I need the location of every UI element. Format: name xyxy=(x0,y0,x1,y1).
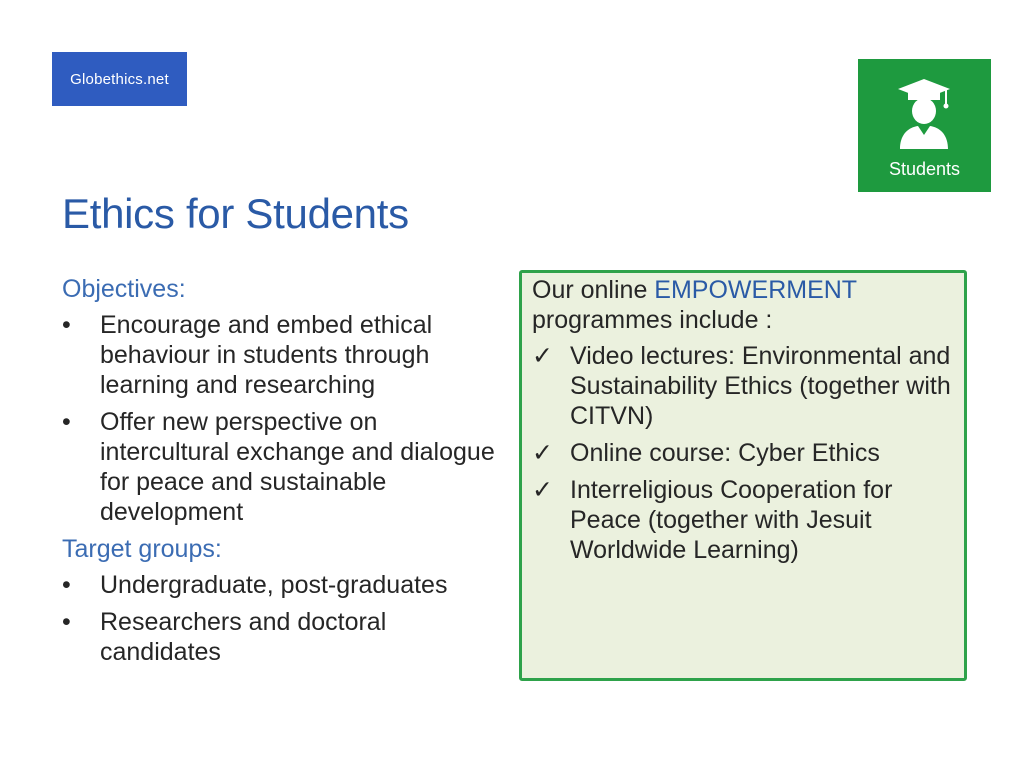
list-item xyxy=(532,438,954,468)
students-badge xyxy=(858,59,991,192)
target-groups-heading: Target groups: xyxy=(62,535,222,563)
page-title: Ethics for Students xyxy=(62,190,409,237)
badge-label: Students xyxy=(888,159,961,179)
graduate-icon xyxy=(896,77,952,149)
list-item xyxy=(62,607,512,667)
objective-text: Offer new perspective on intercultural exchange and dialogue for peace and sustainable development xyxy=(100,408,495,526)
list-item xyxy=(62,570,512,600)
intro-prefix: Our online xyxy=(532,276,655,304)
objective-text: Encourage and embed ethical behaviour in students through learning and researching xyxy=(100,311,433,399)
checkmark-icon: ✓ xyxy=(532,439,553,467)
objectives-heading: Objectives: xyxy=(62,275,186,303)
target-text: Undergraduate, post-graduates xyxy=(100,571,448,599)
globethics-logo xyxy=(52,52,187,106)
list-item xyxy=(532,475,954,565)
bullet-icon: • xyxy=(62,608,71,636)
programme-text: Interreligious Cooperation for Peace (together with Jesuit Worldwide Learning) xyxy=(570,476,893,564)
logo-text: Globethics.net xyxy=(70,70,169,88)
list-item xyxy=(62,407,512,527)
programme-text: Online course: Cyber Ethics xyxy=(570,439,880,467)
target-text: Researchers and doctoral candidates xyxy=(100,608,387,666)
bullet-icon: • xyxy=(62,571,71,599)
intro-accent: EMPOWERMENT xyxy=(654,276,858,304)
list-item xyxy=(62,310,512,400)
checkmark-icon: ✓ xyxy=(532,342,553,370)
bullet-icon: • xyxy=(62,311,71,339)
programme-text: Video lectures: Environmental and Sustainability Ethics (together with CITVN) xyxy=(570,342,951,430)
checkmark-icon: ✓ xyxy=(532,476,553,504)
empowerment-panel xyxy=(519,270,967,681)
intro-suffix: programmes include : xyxy=(532,306,773,334)
left-column xyxy=(62,272,512,674)
list-item xyxy=(532,341,954,431)
bullet-icon: • xyxy=(62,408,71,436)
panel-intro xyxy=(532,275,954,335)
